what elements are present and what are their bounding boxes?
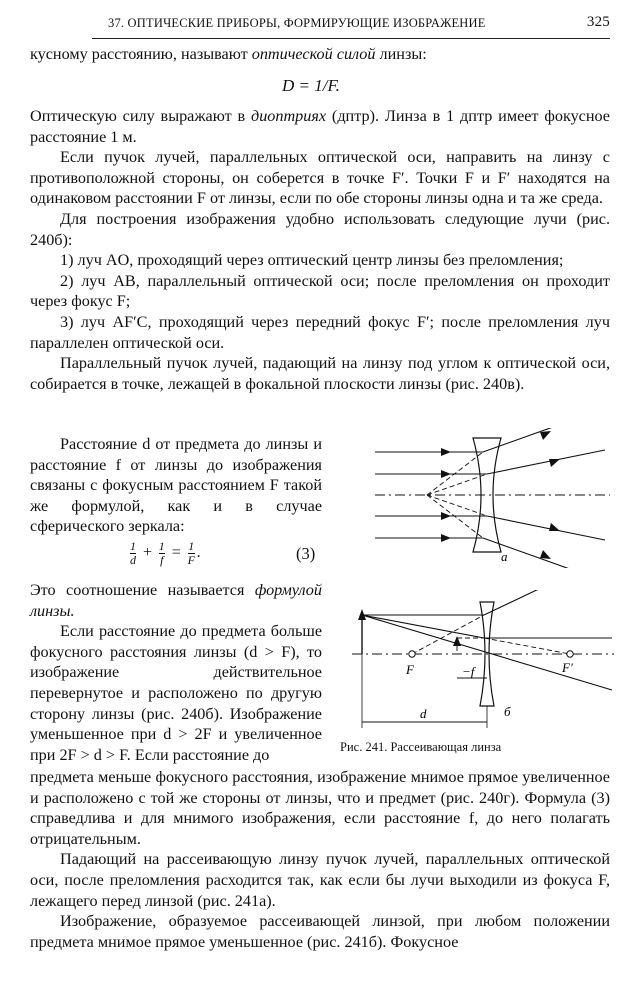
paragraph-9: Расстояние d от предмета до линзы и расстояние f от линзы до изображения связаны с фокусным расстоянием F такой же формулой, как и в случае сферического зеркала: [30,435,322,536]
label-F: F [406,662,414,677]
optical-power-formula: D = 1/F. [282,76,340,95]
figure-label-b: б [504,704,511,719]
narrow-column-text [30,434,322,537]
paragraph-4: Для построения изображения удобно использовать следующие лучи (рис. 240б): [30,209,610,249]
paragraph-12: предмета меньше фокусного расстояния, изображение мнимое прямое увеличенное и расположено с той же стороны от линзы, что и предмет (рис. 240г). Формула (3) справедлива и для мнимого изображения, если расстояние f, до него полагать отрицательным. [30,768,610,848]
paragraph-11: Если расстояние до предмета больше фокусного расстояния линзы (d > F), то изображение действительное перевернутое и расположено по другую сторону линзы (рис. 240б). Изображение уменьшенное при d > 2F и увеличенное при 2F > d > F. Если расстояние до [30,622,322,764]
focus-point-F [409,651,415,657]
running-title: 37. ОПТИЧЕСКИЕ ПРИБОРЫ, ФОРМИРУЮЩИЕ ИЗОБРАЖЕНИЕ [108,16,486,30]
label-d: d [420,706,427,721]
paragraph-13: Падающий на рассеивающую линзу пучок лучей, параллельных оптической оси, после преломления расходится так, как если бы лучи выходили из фокуса F, лежащего перед линзой (рис. 241а). [30,850,610,910]
narrow-column-text-2: Это соотношение называется формулой линзы. Если расстояние до предмета больше фокусного расстояния линзы (d > F), то изображение действительное перевернутое и расположено по другую сторону линзы (рис. 240б). Изображение уменьшенное при d > 2F и увеличенное при 2F > d > F. Если расстояние до [30,581,322,764]
figure-caption: Рис. 241. Рассеивающая линза [340,740,502,754]
focus-point-Fprime [567,651,573,657]
paragraph-6: 2) луч AB, параллельный оптической оси; после преломления он проходит через фокус F; [30,271,610,311]
rays-b [362,590,612,690]
paragraph-1: кусному расстоянию, называют оптической силой линзы: [30,45,427,63]
paragraph-7: 3) луч AF′C, проходящий через передний фокус F′; после преломления луч параллелен оптической оси. [30,312,610,352]
paragraph-14: Изображение, образуемое рассеивающей линзой, при любом положении предмета мнимое прямое уменьшенное (рис. 241б). Фокусное [30,912,610,951]
paragraph-3: Если пучок лучей, параллельных оптической оси, направить на линзу с противоположной стороны, он соберется в точке F′. Точки F и F′ находятся на одинаковом расстоянии F от линзы, если по обе стороны линзы одна и та же среда. [30,148,610,208]
lens-formula: $\frac{1}{d}$ + $\frac{1}{f}$ = $\frac{1}{F}$ . [130,539,201,567]
paragraph-8: Параллельный пучок лучей, падающий на линзу под углом к оптической оси, собирается в точке, лежащей в фокальной плоскости линзы (рис. 240в). [30,354,610,393]
image-arrow-head [453,636,461,646]
label-minus-f: −f [462,664,475,679]
full-width-text-block: Оптическую силу выражают в диоптриях (дптр). Линза в 1 дптр имеет фокусное расстояние 1 м. Если пучок лучей, параллельных оптической оси, направить на линзу с противоположной стороны, он соберется в точке F′. Точки F и F′ находятся на одинаковом расстоянии F от линзы, если по обе стороны линзы одна и та же среда. Для построения изображения удобно использовать следующие лучи (рис. 240б): 1) луч AO, проходящий через оптический центр линзы без преломления; 2) луч AB, параллельный оптической оси; после преломления он проходит через фокус F; 3) луч AF′C, проходящий через передний фокус F′; после преломления луч параллелен оптической оси. Параллельный пучок лучей, падающий на линзу под углом к оптической оси, собирается в точке, лежащей в фокальной плоскости линзы (рис. 240в). [30,107,610,393]
paragraph-5: 1) луч AO, проходящий через оптический центр линзы без преломления; [60,251,564,270]
page-number: 325 [586,14,610,30]
label-Fprime: F′ [562,660,573,675]
outgoing-rays-a [483,428,605,568]
formula-number: (3) [296,544,316,563]
figure-label-a: а [501,549,508,564]
figure-241b [342,590,620,740]
running-head [92,12,610,39]
bottom-text-block [30,767,610,952]
figure-241a [355,428,617,568]
